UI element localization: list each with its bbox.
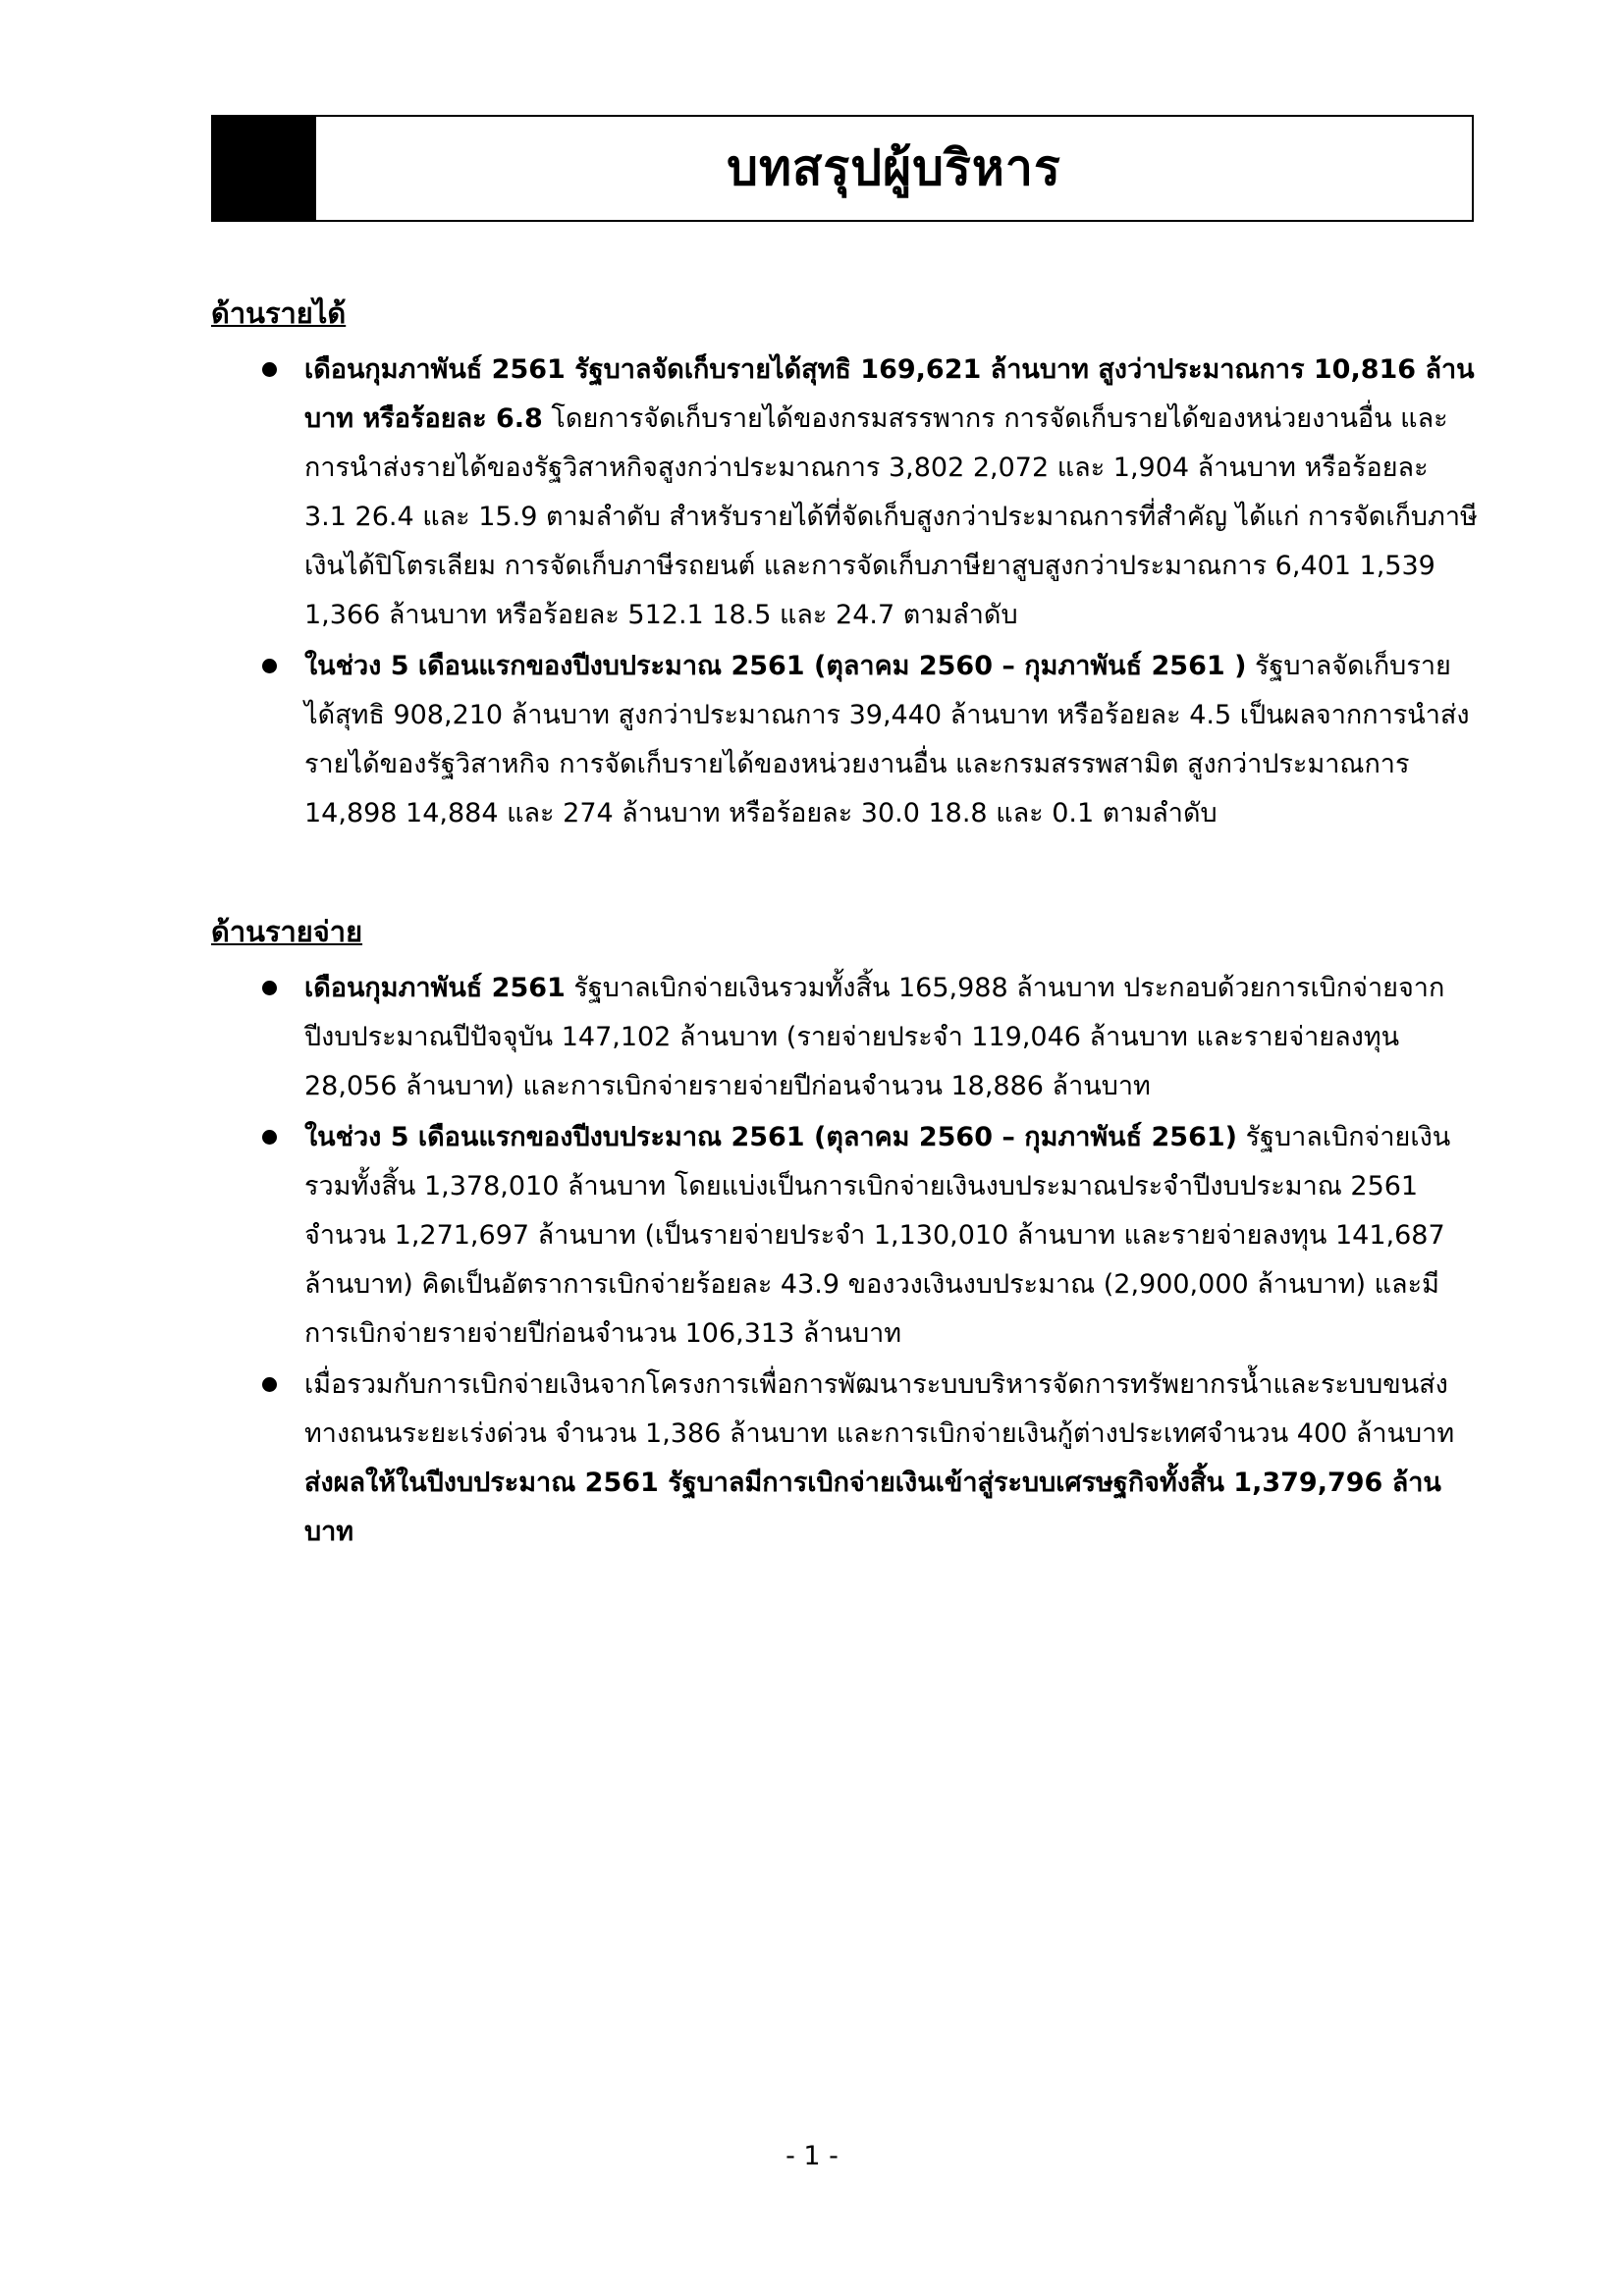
bullet-icon <box>262 659 277 673</box>
expenditure-list <box>211 964 1478 1557</box>
list-item <box>211 964 1478 1111</box>
list-item <box>211 1361 1478 1557</box>
list-item <box>211 1113 1478 1359</box>
bullet-icon <box>262 981 277 995</box>
item-bold: ในช่วง 5 เดือนแรกของปีงบประมาณ 2561 (ตุลาคม 2560 – กุมภาพันธ์ 2561) <box>304 1122 1238 1152</box>
item-bold: ในช่วง 5 เดือนแรกของปีงบประมาณ 2561 (ตุลาคม 2560 – กุมภาพันธ์ 2561 ) <box>304 651 1247 681</box>
page-title: บทสรุปผู้บริหาร <box>727 139 1061 196</box>
bullet-icon <box>262 1130 277 1145</box>
revenue-section <box>211 291 1478 840</box>
list-item <box>211 642 1478 838</box>
page-number: - 1 - <box>785 2141 839 2171</box>
item-text: รัฐบาลเบิกจ่ายเงินรวมทั้งสิ้น 165,988 ล้านบาท ประกอบด้วยการเบิกจ่ายจากปีงบประมาณปีปัจจุบัน 147,102 ล้านบาท (รายจ่ายประจำ 119,046 ล้านบาท และรายจ่ายลงทุน 28,056 ล้านบาท) และการเบิกจ่ายรายจ่ายปีก่อนจำนวน 18,886 ล้านบาท <box>304 973 1445 1101</box>
item-bold: เดือนกุมภาพันธ์ 2561 <box>304 973 566 1003</box>
expenditure-section <box>211 909 1478 1559</box>
item-text: เมื่อรวมกับการเบิกจ่ายเงินจากโครงการเพื่อการพัฒนาระบบบริหารจัดการทรัพยากรน้ำและระบบขนส่งทางถนนระยะเร่งด่วน จำนวน 1,386 ล้านบาท และการเบิกจ่ายเงินกู้ต่างประเทศจำนวน 400 ล้านบาท <box>304 1369 1455 1449</box>
list-item <box>211 346 1478 640</box>
bullet-icon <box>262 362 277 377</box>
revenue-heading: ด้านรายได้ <box>211 296 347 330</box>
item-bold: เดือนกุมภาพันธ์ 2561 รัฐบาลจัดเก็บรายได้สุทธิ 169,621 ล้านบาท สูงว่าประมาณการ 10,816 ล้านบาท หรือร้อยละ 6.8 <box>304 354 1475 434</box>
revenue-list <box>211 346 1478 838</box>
item-text: รัฐบาลจัดเก็บรายได้สุทธิ 908,210 ล้านบาท สูงกว่าประมาณการ 39,440 ล้านบาท หรือร้อยละ 4.5 เป็นผลจากการนำส่งรายได้ของรัฐวิสาหกิจ การจัดเก็บรายได้ของหน่วยงานอื่น และกรมสรรพสามิต สูงกว่าประมาณการ 14,898 14,884 และ 274 ล้านบาท หรือร้อยละ 30.0 18.8 และ 0.1 ตามลำดับ <box>304 651 1470 828</box>
title-box <box>211 115 1474 222</box>
item-text: รัฐบาลเบิกจ่ายเงินรวมทั้งสิ้น 1,378,010 ล้านบาท โดยแบ่งเป็นการเบิกจ่ายเงินงบประมาณประจำปีงบประมาณ 2561 จำนวน 1,271,697 ล้านบาท (เป็นรายจ่ายประจำ 1,130,010 ล้านบาท และรายจ่ายลงทุน 141,687 ล้านบาท) คิดเป็นอัตราการเบิกจ่ายร้อยละ 43.9 ของวงเงินงบประมาณ (2,900,000 ล้านบาท) และมีการเบิกจ่ายรายจ่ายปีก่อนจำนวน 106,313 ล้านบาท <box>304 1122 1451 1349</box>
title-decor-block <box>213 117 316 220</box>
item-text: โดยการจัดเก็บรายได้ของกรมสรรพากร การจัดเก็บรายได้ของหน่วยงานอื่น และการนำส่งรายได้ของรัฐวิสาหกิจสูงกว่าประมาณการ 3,802 2,072 และ 1,904 ล้านบาท หรือร้อยละ 3.1 26.4 และ 15.9 ตามลำดับ สำหรับรายได้ที่จัดเก็บสูงกว่าประมาณการที่สำคัญ ได้แก่ การจัดเก็บภาษีเงินได้ปิโตรเลียม การจัดเก็บภาษีรถยนต์ และการจัดเก็บภาษียาสูบสูงกว่าประมาณการ 6,401 1,539 1,366 ล้านบาท หรือร้อยละ 512.1 18.5 และ 24.7 ตามลำดับ <box>304 403 1478 630</box>
item-bold-conclusion: ส่งผลให้ในปีงบประมาณ 2561 รัฐบาลมีการเบิกจ่ายเงินเข้าสู่ระบบเศรษฐกิจทั้งสิ้น 1,379,796 ล้านบาท <box>304 1468 1441 1547</box>
expenditure-heading: ด้านรายจ่าย <box>211 915 363 948</box>
bullet-icon <box>262 1377 277 1392</box>
